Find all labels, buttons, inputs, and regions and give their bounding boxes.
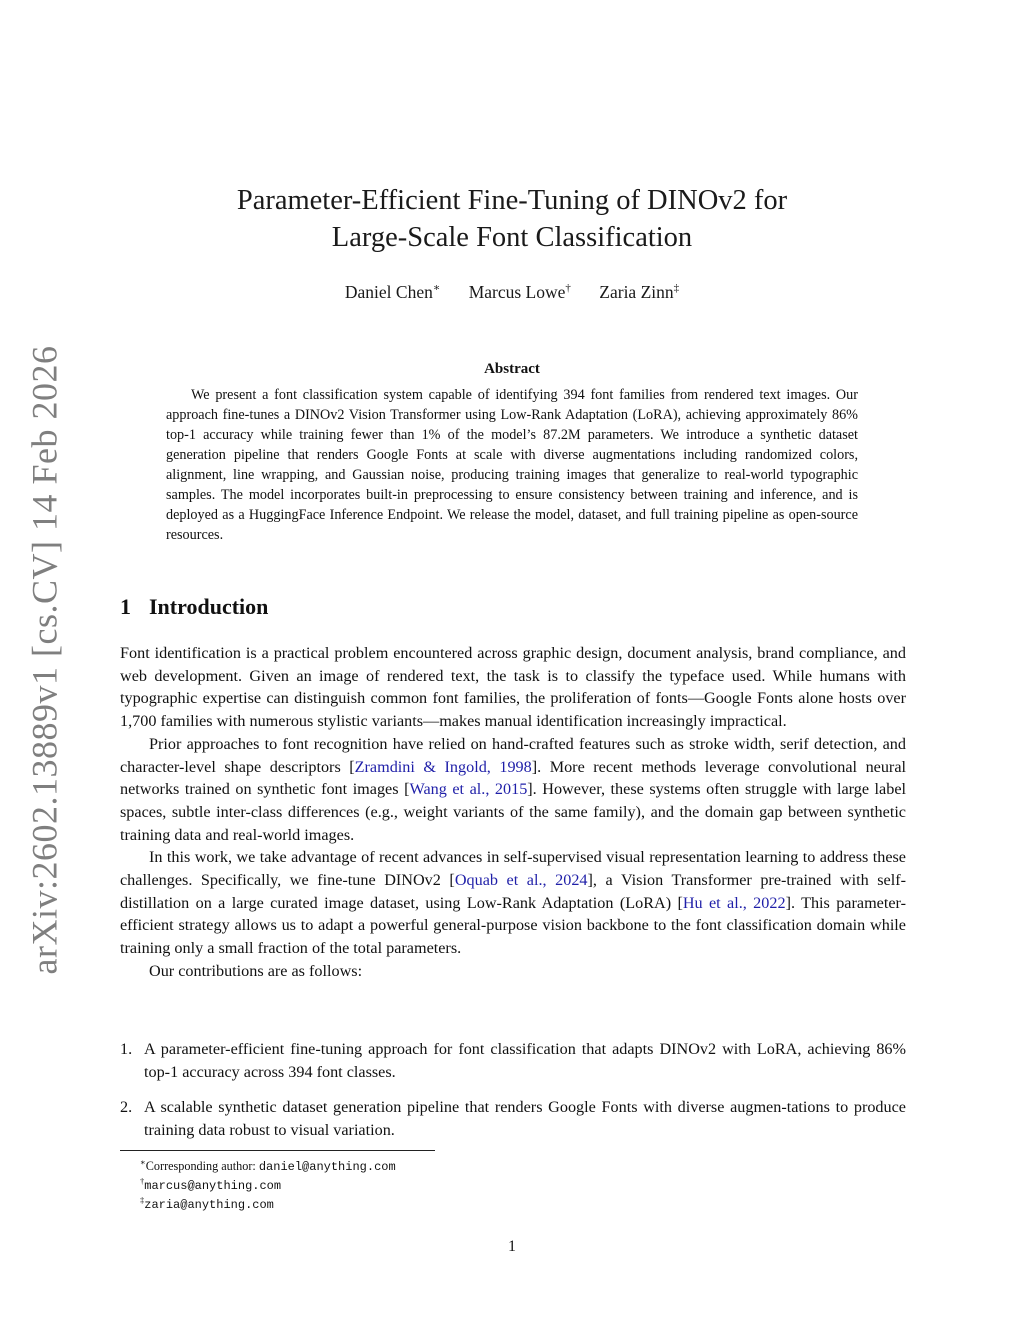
author-1 [345, 282, 440, 302]
paper-title [0, 182, 1024, 256]
section-heading [120, 594, 268, 620]
abstract-body: We present a font classification system capable of identifying 394 font families from rendered text images. Our approach fine-tunes a DINOv2 Vision Transformer using Low-Rank Adaptation (LoRA), achieving approximately 86% top-1 accuracy while training fewer than 1% of the model’s 87.2M parameters. We introduce a synthetic dataset generation pipeline that renders Google Fonts at scale with diverse augmentations including randomized colors, alignment, line wrapping, and Gaussian noise, producing training images that generalize to real-world typographic samples. The model incorporates built-in preprocessing to ensure consistency between training and inference, and is deployed as a HuggingFace Inference Endpoint. We release the model, dataset, and full training pipeline as open-source resources. [166, 387, 858, 543]
list-marker: 2. [120, 1098, 133, 1116]
list-item [120, 1038, 906, 1083]
paragraph: Our contributions are as follows: [149, 961, 363, 980]
author-2 [469, 282, 571, 302]
section-number: 1 [120, 594, 131, 619]
footnote-email[interactable]: marcus@anything.com [144, 1179, 282, 1194]
paragraph-text: Prior approaches to font recognition have relied on hand-crafted features such as stroke width, serif detection, and character-level shape descriptors [ [120, 734, 906, 776]
author-name: Zaria Zinn [599, 281, 674, 302]
list-marker: 1. [120, 1040, 133, 1058]
author-footnote-mark: † [565, 282, 571, 294]
paragraph [120, 846, 906, 960]
footnote-2 [140, 1174, 281, 1194]
author-footnote-mark: ‡ [673, 282, 680, 294]
paragraph: Font identification is a practical problem encountered across graphic design, document analysis, brand compliance, and web development. Given an image of rendered text, the task is to classify the typeface used. While humans with typographic expertise can distinguish common font families, the proliferation of fonts—Google Fonts alone hosts over 1,700 families with numerous stylistic variants—makes manual identification increasingly impractical. [120, 644, 906, 731]
citation-link[interactable]: Wang et al., 2015 [409, 780, 528, 799]
footnote-separator [120, 1150, 435, 1151]
paragraph [120, 733, 906, 847]
footnote-1 [140, 1155, 396, 1175]
footnote-email[interactable]: daniel@anything.com [258, 1160, 396, 1175]
footnote-mark: † [140, 1176, 145, 1186]
paragraph-text: ], a Vision Transformer pre-trained with self-distillation on a large curated image dataset, using Low-Rank Adaptation (LoRA) [ [120, 871, 906, 912]
footnote-mark: ∗ [140, 1157, 146, 1167]
author-footnote-mark: ∗ [432, 282, 441, 294]
abstract-heading: Abstract [484, 361, 540, 377]
paragraph-text: ]. This parameter-efficient strategy allows us to adapt a powerful general-purpose vision backbone to the font classification domain while training only a small fraction of the total parameters. [120, 893, 906, 958]
paragraph-text: ]. More recent methods leverage convolutional neural networks trained on synthetic font images [ [120, 757, 907, 799]
citation-link[interactable]: Oquab et al., 2024 [454, 871, 588, 890]
list-item [120, 1096, 906, 1141]
author-3 [599, 282, 679, 302]
citation-link[interactable]: Zramdini & Ingold, 1998 [354, 757, 532, 776]
author-list [0, 281, 1024, 303]
author-name: Marcus Lowe [468, 281, 566, 302]
list-item-text: A scalable synthetic dataset generation pipeline that renders Google Fonts with diverse augmen-tations to produce training data robust to visual variation. [144, 1098, 906, 1139]
introduction-body [120, 642, 906, 983]
arxiv-identifier-stamp [22, 345, 66, 975]
section-title: Introduction [149, 594, 269, 619]
arxiv-stamp-text: arXiv:2602.13889v1 [cs.CV] 14 Feb 2026 [24, 345, 65, 975]
title-line-2: Large-Scale Font Classification [331, 222, 693, 253]
author-name: Daniel Chen [344, 281, 433, 302]
footnote-3 [140, 1193, 274, 1213]
footnote-label: Corresponding author: [145, 1159, 259, 1174]
citation-link[interactable]: Hu et al., 2022 [682, 893, 786, 912]
list-item-text: A parameter-efficient fine-tuning approach for font classification that adapts DINOv2 with LoRA, achieving 86% top-1 accuracy across 394 font classes. [144, 1040, 906, 1081]
title-line-1: Parameter-Efficient Fine-Tuning of DINOv2 for [236, 185, 788, 216]
footnote-email[interactable]: zaria@anything.com [144, 1198, 274, 1213]
paragraph-text: ]. However, these systems often struggle with large label spaces, subtle inter-class differences (e.g., weight variants of the same family), and the domain gap between synthetic training data and real-world images. [120, 780, 907, 844]
footnote-mark: ‡ [140, 1195, 145, 1205]
page-number: 1 [508, 1238, 516, 1255]
paragraph-text: In this work, we take advantage of recent advances in self-supervised visual representation learning to address these challenges. Specifically, we fine-tune DINOv2 [ [120, 848, 906, 890]
